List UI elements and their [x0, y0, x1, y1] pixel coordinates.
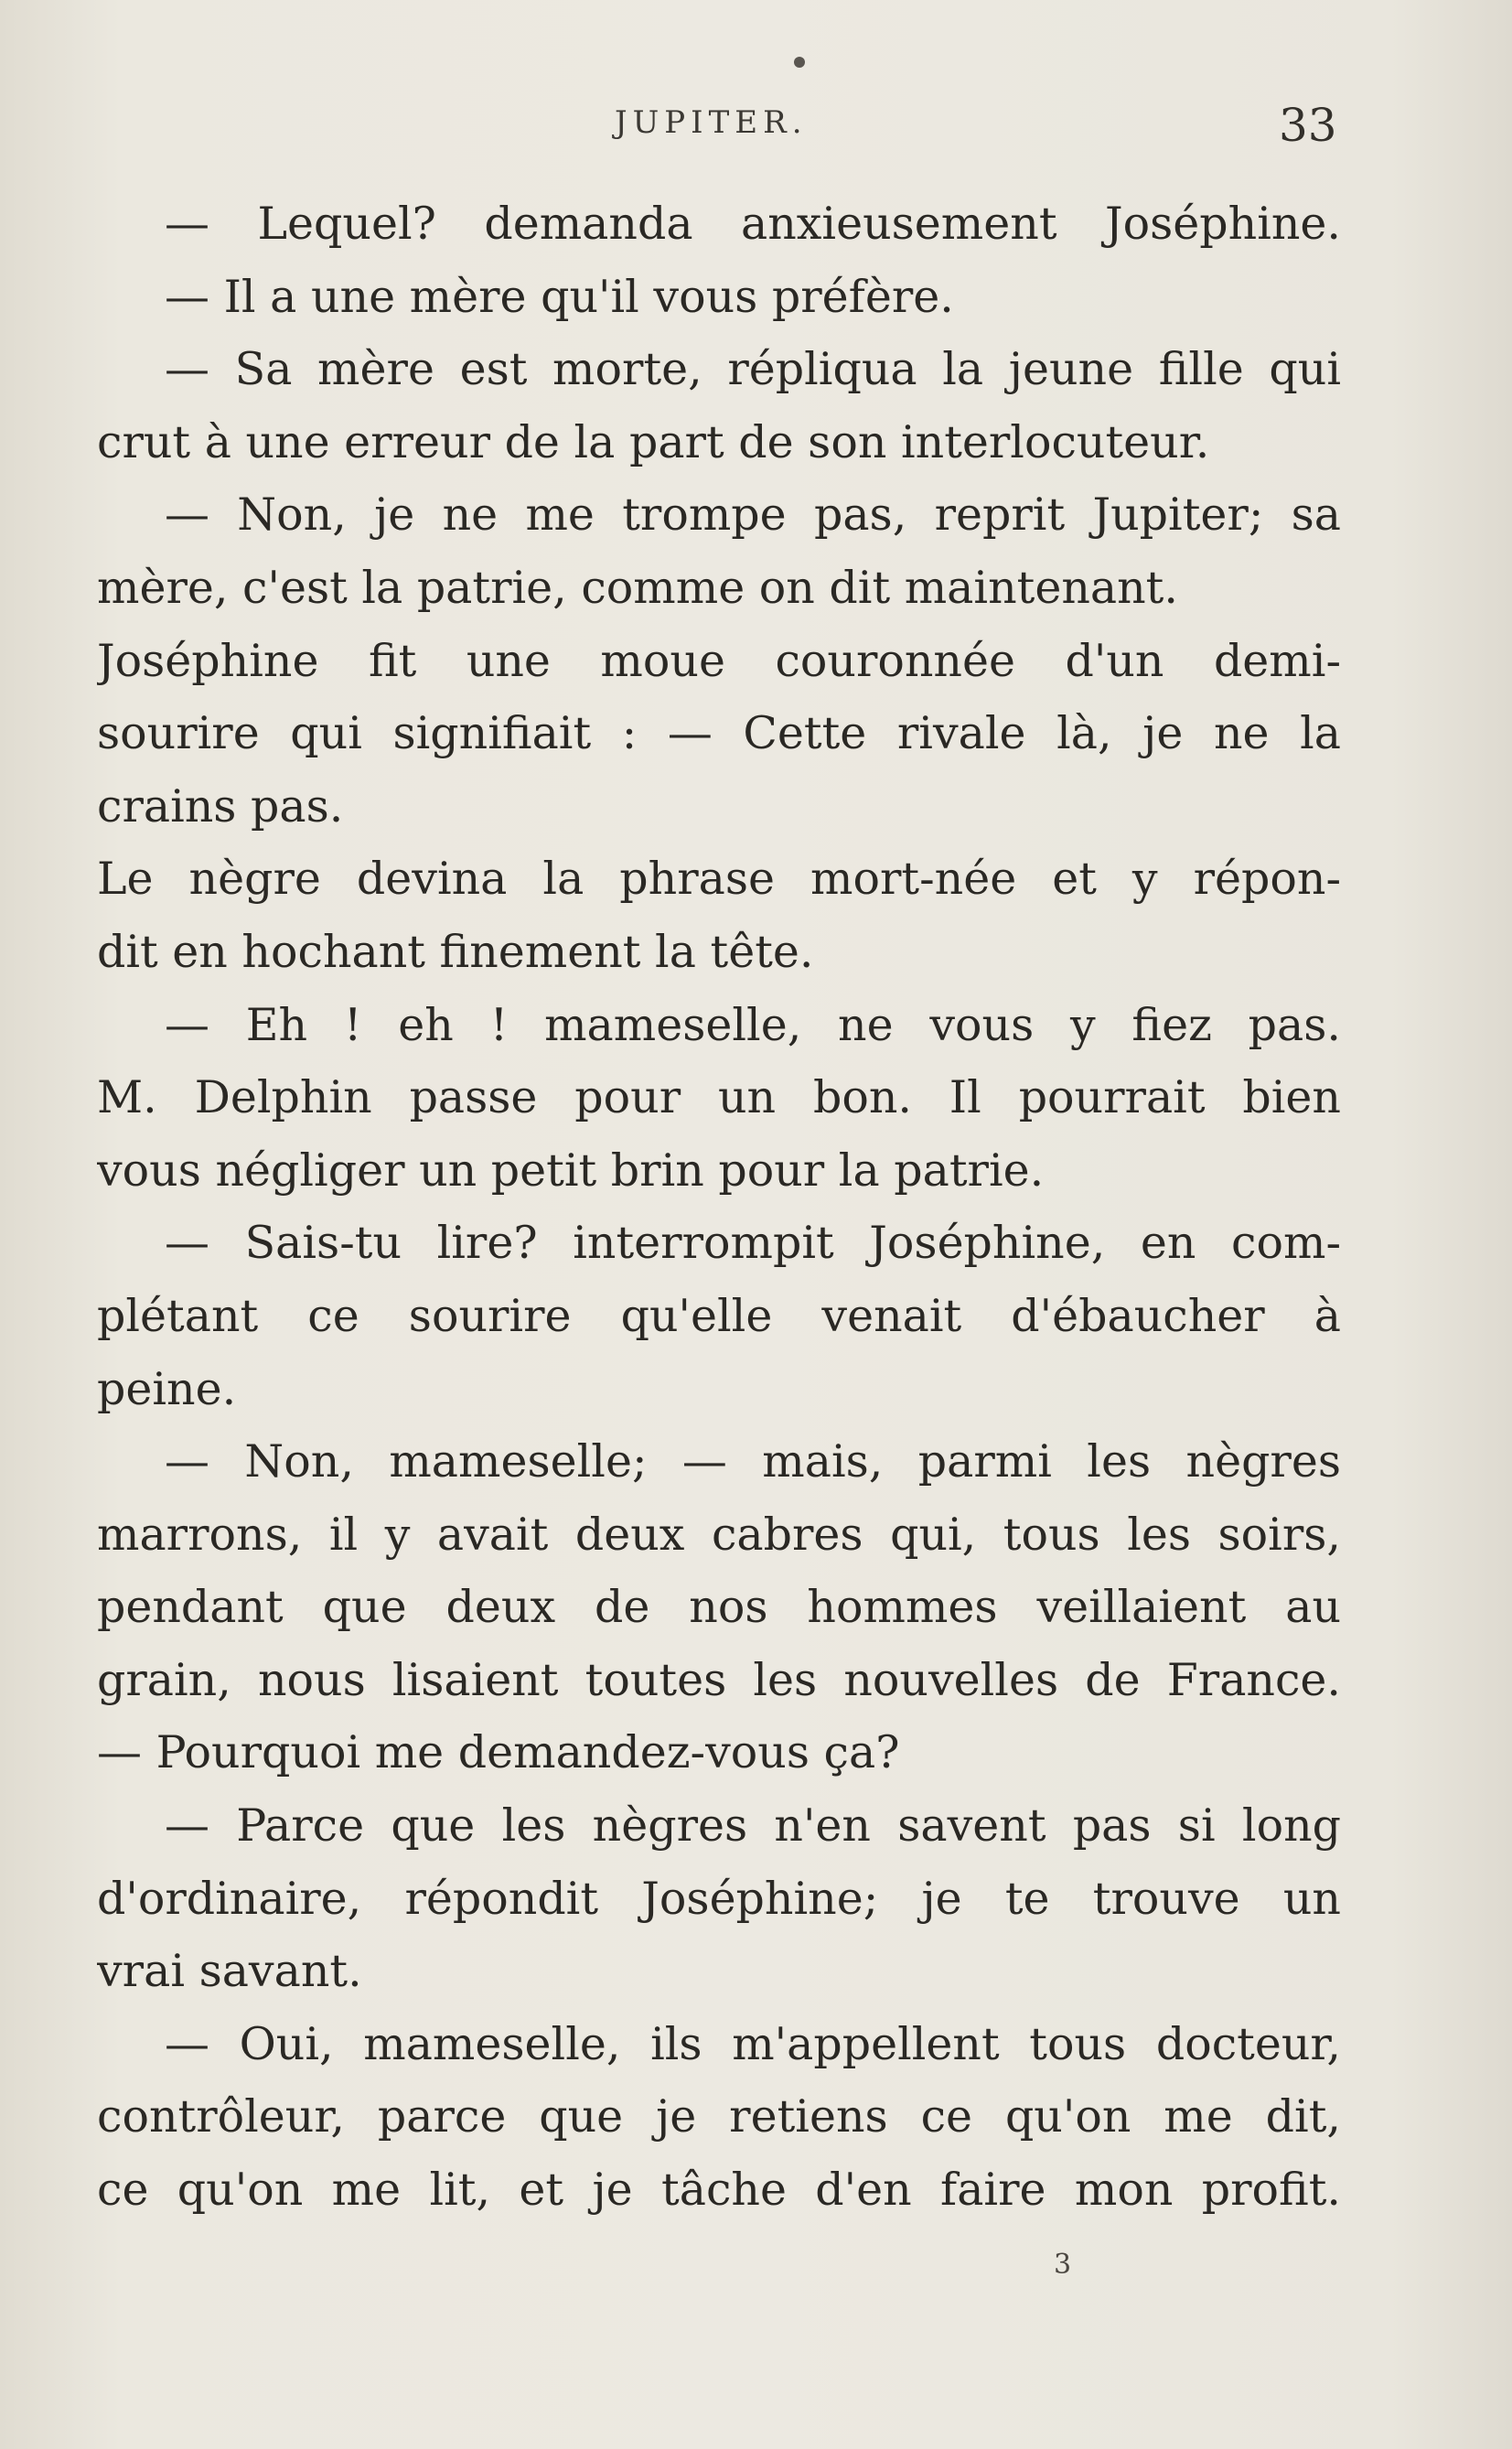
- text-line: d'ordinaire, répondit Joséphine; je te trouve un: [97, 1872, 1341, 1925]
- text-line: Joséphine fit une moue couronnée d'un demi-: [97, 634, 1341, 687]
- text-line: marrons, il y avait deux cabres qui, tous les soirs,: [97, 1508, 1341, 1561]
- text-line: M. Delphin passe pour un bon. Il pourrait bien: [97, 1071, 1341, 1124]
- text-line: pendant que deux de nos hommes veillaient au: [97, 1581, 1341, 1634]
- signature-mark: 3: [1054, 2249, 1072, 2281]
- page-number: 33: [1279, 99, 1337, 152]
- text-line: — Pourquoi me demandez-vous ça?: [97, 1726, 900, 1779]
- running-title: JUPITER.: [615, 104, 808, 141]
- text-line: — Lequel? demanda anxieusement Joséphine.: [165, 198, 1341, 250]
- text-line: peine.: [97, 1362, 237, 1415]
- text-line: contrôleur, parce que je retiens ce qu'on me dit,: [97, 2090, 1341, 2143]
- text-line: mère, c'est la patrie, comme on dit maintenant.: [97, 561, 1178, 614]
- text-line: — Sais-tu lire? interrompit Joséphine, en com-: [165, 1217, 1341, 1270]
- text-line: Le nègre devina la phrase mort-née et y répon-: [97, 853, 1341, 906]
- text-line: crut à une erreur de la part de son interlocuteur.: [97, 415, 1210, 468]
- text-line: crains pas.: [97, 779, 344, 832]
- text-line: — Parce que les nègres n'en savent pas si long: [165, 1799, 1341, 1853]
- text-line: — Eh ! eh ! mameselle, ne vous y fiez pas.: [165, 998, 1341, 1051]
- text-line: plétant ce sourire qu'elle venait d'ébaucher à: [97, 1289, 1341, 1342]
- text-line: — Sa mère est morte, répliqua la jeune fille qui: [165, 343, 1341, 396]
- text-line: vous négliger un petit brin pour la patrie.: [97, 1144, 1045, 1197]
- text-line: — Oui, mameselle, ils m'appellent tous docteur,: [165, 2017, 1341, 2070]
- text-line: — Non, je ne me trompe pas, reprit Jupiter; sa: [165, 489, 1341, 542]
- text-line: dit en hochant finement la tête.: [97, 925, 814, 978]
- text-line: grain, nous lisaient toutes les nouvelles de France.: [97, 1653, 1341, 1706]
- body-text: [97, 188, 1341, 2227]
- text-line: — Il a une mère qu'il vous préfère.: [165, 270, 954, 323]
- text-line: ce qu'on me lit, et je tâche d'en faire mon profit.: [97, 2164, 1341, 2217]
- text-line: sourire qui signifiait : — Cette rivale là, je ne la: [97, 707, 1341, 760]
- text-line: vrai savant.: [97, 1945, 362, 1998]
- ink-dot: [794, 57, 805, 68]
- page-header: [0, 99, 1512, 154]
- text-line: — Non, mameselle; — mais, parmi les nègres: [165, 1435, 1341, 1488]
